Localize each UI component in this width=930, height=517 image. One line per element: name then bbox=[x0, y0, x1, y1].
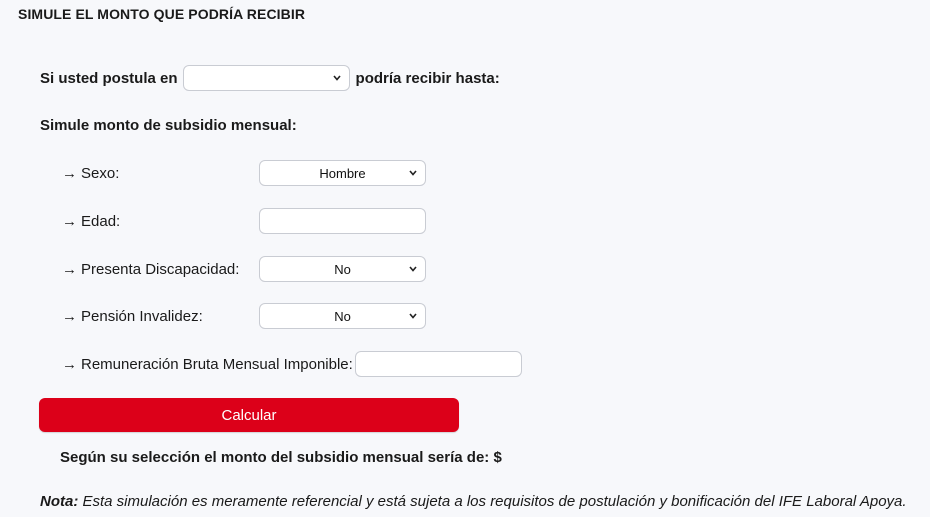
edad-input[interactable] bbox=[259, 208, 426, 234]
calcular-button[interactable]: Calcular bbox=[39, 398, 459, 432]
note-label: Nota: bbox=[40, 493, 79, 510]
pension-select[interactable] bbox=[259, 303, 426, 329]
arrow-right-icon: → bbox=[62, 164, 77, 182]
discapacidad-label bbox=[62, 256, 239, 282]
sexo-select[interactable] bbox=[259, 160, 426, 186]
section-heading bbox=[40, 117, 297, 134]
postula-row bbox=[40, 65, 500, 91]
page-title: SIMULE EL MONTO QUE PODRÍA RECIBIR bbox=[18, 6, 306, 22]
note bbox=[40, 493, 907, 510]
discapacidad-select-value: No bbox=[334, 261, 351, 277]
remuneracion-label-text: Remuneración Bruta Mensual Imponible: bbox=[81, 355, 353, 373]
note-text: Esta simulación es meramente referencial y está sujeta a los requisitos de postulación y bonificación del IFE Laboral Apoya. bbox=[82, 493, 907, 510]
pension-select-value: No bbox=[334, 308, 351, 324]
edad-label bbox=[62, 208, 120, 234]
section-heading-text: Simule monto de subsidio mensual: bbox=[40, 117, 297, 134]
pension-label-text: Pensión Invalidez: bbox=[81, 307, 203, 325]
arrow-right-icon: → bbox=[62, 355, 77, 373]
postula-select[interactable] bbox=[183, 65, 350, 91]
remuneracion-input[interactable] bbox=[355, 351, 522, 377]
sexo-label bbox=[62, 160, 119, 186]
postula-suffix: podría recibir hasta: bbox=[355, 69, 500, 87]
arrow-right-icon: → bbox=[62, 260, 77, 278]
arrow-right-icon: → bbox=[62, 212, 77, 230]
discapacidad-select[interactable] bbox=[259, 256, 426, 282]
chevron-down-icon bbox=[409, 313, 417, 321]
chevron-down-icon bbox=[409, 266, 417, 274]
remuneracion-label bbox=[62, 351, 353, 377]
postula-prefix: Si usted postula en bbox=[40, 69, 178, 87]
sexo-label-text: Sexo: bbox=[81, 164, 120, 182]
chevron-down-icon bbox=[409, 170, 417, 178]
arrow-right-icon: → bbox=[62, 307, 77, 325]
sexo-select-value: Hombre bbox=[319, 165, 366, 181]
edad-label-text: Edad: bbox=[81, 212, 121, 230]
discapacidad-label-text: Presenta Discapacidad: bbox=[81, 260, 240, 278]
pension-label bbox=[62, 303, 203, 329]
result-text: Según su selección el monto del subsidio mensual sería de: $ bbox=[60, 449, 502, 466]
chevron-down-icon bbox=[333, 75, 341, 83]
